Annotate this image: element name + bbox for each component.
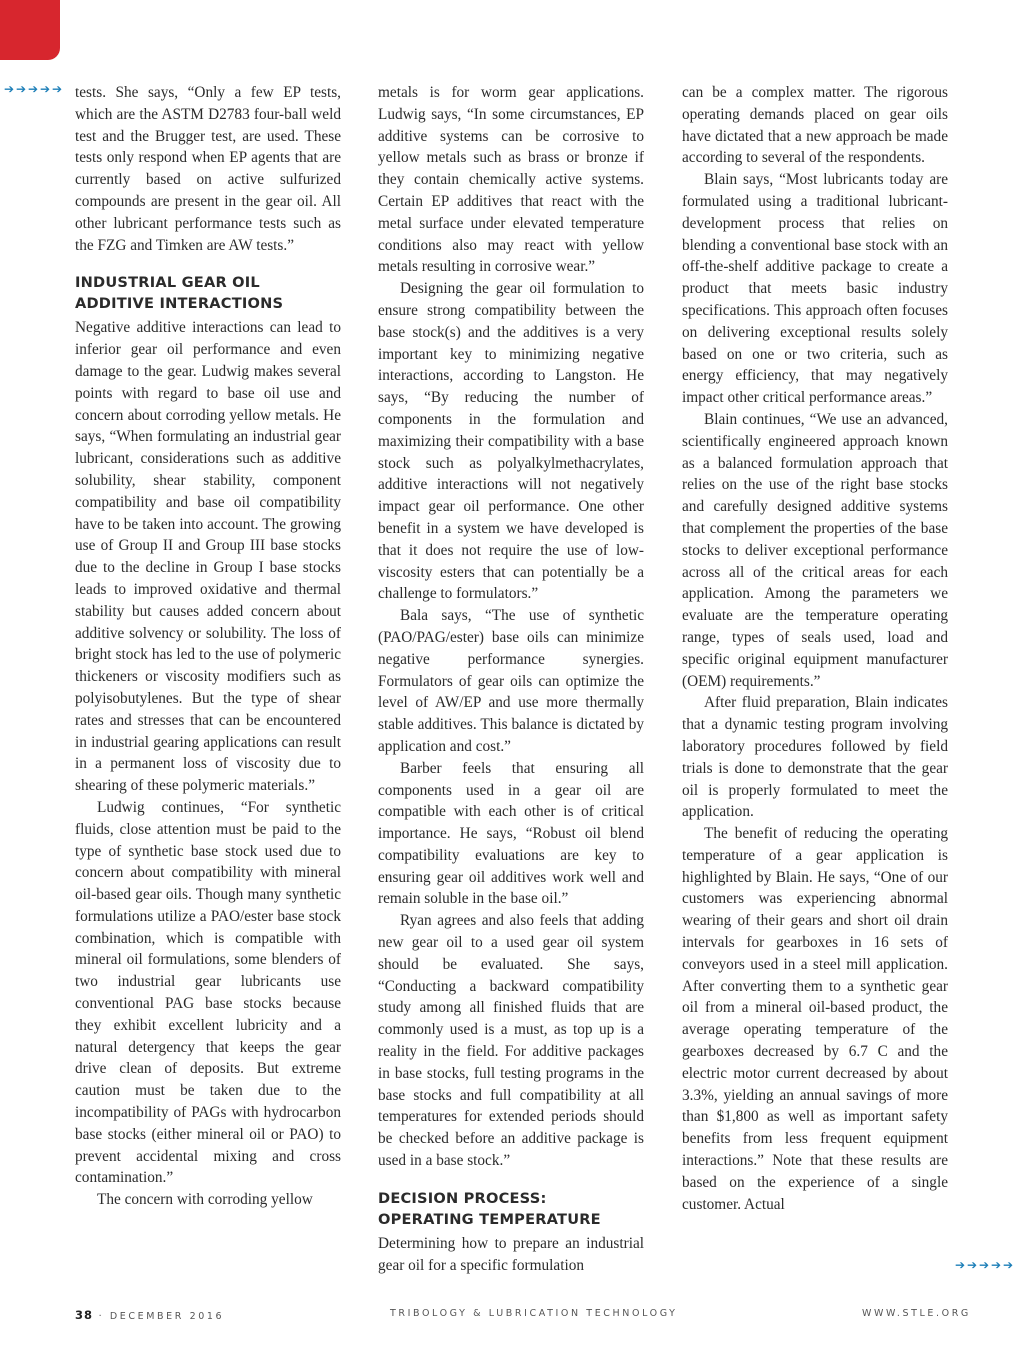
website-link[interactable]: WWW.STLE.ORG	[862, 1308, 971, 1319]
paragraph: The concern with corroding yellow	[97, 1191, 313, 1209]
paragraph: The benefit of reducing the operating temperature of a gear application is highlighted by Blain. He says, “One of our customers was experiencing abnormal wearing of their gears and short oil drain intervals for gearboxes in 16 sets of conveyors used in a steel mill application. After converting them to a synthetic gear oil from a mineral oil-based product, the average operating temperature of the gearboxes decreased by 6.7 C and the electric motor current decreased by about 3.3%, yielding an annual savings of more than $1,800 as well as important safety benefits from less frequent equipment interactions.” Note that these results are based on the experience of a single customer. Actual	[682, 825, 948, 1213]
paragraph: Negative additive interactions can lead to inferior gear oil performance and even damage to the gear. Ludwig makes several points with regard to base oil use and concern about corroding yellow metals. He says, “When formulating an industrial gear lubricant, considerations such as additive solubility, shear stability, component compatibility and base oil compatibility have to be taken into account. The growing use of Group II and Group III base stocks due to the decline in Group I base stocks leads to improved oxidative and thermal stability but causes added concern about additive solvency or solubility. The loss of bright stock has led to the use of polymeric thickeners or viscosity modifiers such as polyisobutylenes. But the type of shear rates and stresses that can be encountered in industrial gearing applications can result in a permanent loss of viscosity due to shearing of these polymeric materials.”	[75, 319, 341, 795]
paragraph: Blain continues, “We use an advanced, scientifically engineered approach known as a balanced formulation approach that relies on the use of the right base stocks and carefully designed additive systems that complement the properties of the base stocks to deliver exceptional performance across all of the critical areas for each application. Among the parameters we evaluate are the temperature operating range, types of seals used, load and specific original equipment manufacturer (OEM) requirements.”	[682, 410, 948, 690]
paragraph: Blain says, “Most lubricants today are formulated using a traditional lubricant-development process that relies on blending a conventional base stock with an off-the-shelf additive package to create a product that meets basic industry specifications. This approach often focuses on delivering exceptional results solely based on one or two criteria, such as energy efficiency, that may negatively impact other critical performance areas.”	[682, 171, 948, 407]
page-corner-tab	[0, 0, 60, 60]
text-column-2	[378, 82, 644, 1276]
publication-name: TRIBOLOGY & LUBRICATION TECHNOLOGY	[390, 1308, 678, 1319]
arrow-right-icon: ➔	[4, 82, 15, 96]
paragraph: can be a complex matter. The rigorous operating demands placed on gear oils have dictated that a new approach be made according to several of the respondents.	[682, 84, 948, 167]
arrow-right-icon: ➔	[52, 82, 63, 96]
paragraph: Bala says, “The use of synthetic (PAO/PAG/ester) base oils can minimize negative performance synergies. Formulators of gear oils can optimize the level of AW/EP and use more thermally stable additives. This balance is dictated by application and cost.”	[378, 607, 644, 755]
arrow-right-icon: ➔	[28, 82, 39, 96]
arrow-right-icon: ➔	[979, 1258, 990, 1272]
text-column-1	[75, 82, 341, 1211]
continued-from-arrows	[4, 80, 64, 98]
arrow-right-icon: ➔	[1003, 1258, 1014, 1272]
paragraph: Barber feels that ensuring all components used in a gear oil are compatible with each other is of critical importance. He says, “Robust oil blend compatibility evaluations are key to ensuring gear oil additives work well and remain soluble in the base oil.”	[378, 759, 644, 908]
text-column-3	[682, 82, 948, 1215]
paragraph: Determining how to prepare an industrial gear oil for a specific formulation	[378, 1234, 644, 1274]
continued-on-arrows	[955, 1256, 1015, 1274]
section-heading: DECISION PROCESS: OPERATING TEMPERATURE	[378, 1189, 601, 1228]
footer-page-info	[75, 1308, 224, 1322]
arrow-right-icon: ➔	[991, 1258, 1002, 1272]
paragraph: tests. She says, “Only a few EP tests, which are the ASTM D2783 four-ball weld test and the Brugger test, are used. These tests only respond when EP agents that are currently based on active sulfurized compounds are present in the gear oil. All other lubricant performance tests such as the FZG and Timken are AW tests.”	[75, 84, 341, 254]
footer-separator: ·	[98, 1311, 105, 1322]
arrow-right-icon: ➔	[955, 1258, 966, 1272]
paragraph: After fluid preparation, Blain indicates that a dynamic testing program involving laboratory procedures followed by field trials is done to demonstrate that the gear oil is properly formulated to meet the application.	[682, 694, 948, 821]
paragraph: Ryan agrees and also feels that adding new gear oil to a used gear oil system should be evaluated. She says, “Conducting a backward compatibility study among all finished fluids that are commonly used is a must, as top up is a reality in the field. For additive packages in base stocks, full testing programs in the base stocks and full compatibility at all temperatures for extended periods should be checked before an additive package is used in a base stock.”	[378, 912, 644, 1170]
page-number: 38	[75, 1308, 94, 1322]
section-heading: INDUSTRIAL GEAR OIL ADDITIVE INTERACTIONS	[75, 274, 284, 313]
arrow-right-icon: ➔	[40, 82, 51, 96]
paragraph: metals is for worm gear applications. Ludwig says, “In some circumstances, EP additive systems can be corrosive to yellow metals such as brass or bronze if they contain chemically active systems. Certain EP additives that react with the metal surface under elevated temperature conditions also may react with yellow metals resulting in corrosive wear.”	[378, 84, 644, 276]
arrow-right-icon: ➔	[16, 82, 27, 96]
issue-date: DECEMBER 2016	[109, 1311, 225, 1322]
arrow-right-icon: ➔	[967, 1258, 978, 1272]
paragraph: Designing the gear oil formulation to ensure strong compatibility between the base stock(s) and the additives is a very important key to minimizing negative interactions, according to Langston. He says, “By reducing the number of components in the formulation and maximizing their compatibility with a base stock such as polyalkylmethacrylates, additive interactions will not negatively impact gear oil performance. One other benefit in a system we have developed is that it does not require the use of low-viscosity esters that can potentially be a challenge to formulators.”	[378, 280, 644, 603]
paragraph: Ludwig continues, “For synthetic fluids, close attention must be paid to the type of synthetic base stock used due to concern about compatibility with mineral oil-based gear oils. Though many synthetic formulations utilize a PAO/ester base stock combination, which is compatible with mineral oil formulations, some blenders of two industrial gear lubricants use conventional PAG base stocks because they exhibit excellent lubricity and a natural detergency that keeps the gear drive clean of deposits. But extreme caution must be taken due to the incompatibility of PAGs with hydrocarbon base stocks (either mineral oil or PAO) to prevent accidental mixing and cross contamination.”	[75, 798, 341, 1187]
